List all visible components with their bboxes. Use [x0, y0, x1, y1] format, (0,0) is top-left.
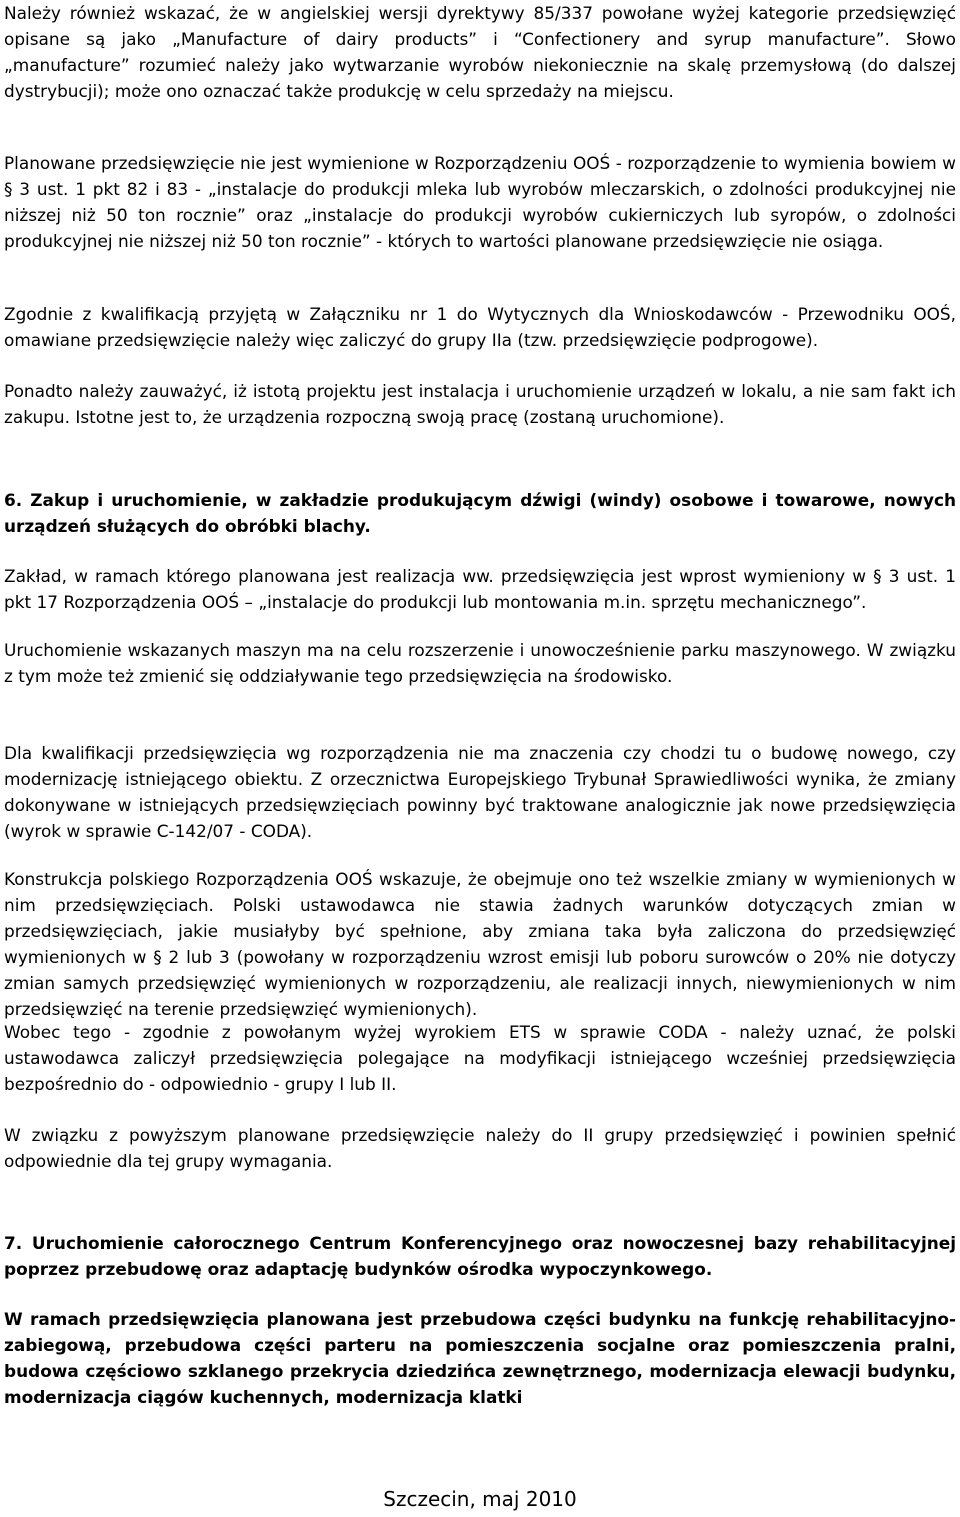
paragraph-polish-regulation: Konstrukcja polskiego Rozporządzenia OOŚ wskazuje, że obejmuje ono też wszelkie zmiany w wymienionych w nim przedsięwzięciach. Polski ustawodawca nie stawia żadnych warunków dotyczących zmian w przedsięwzięciach, jakie musiałyby być spełnione, aby zmiana taka była zaliczona do przedsięwzięć wymienionych w § 2 lub 3 (powołany w rozporządzeniu wzrost emisji lub poboru surowców o 20% nie dotyczy zmian samych przedsięwzięć wymienionych w rozporządzeniu, ale realizacji innych, niewymienionych w nim przedsięwzięć na terenie przedsięwzięć wymienionych). [4, 869, 956, 1019]
paragraph-installation-note: Ponadto należy zauważyć, iż istotą projektu jest instalacja i uruchomienie urządzeń w lokalu, a nie sam fakt ich zakupu. Istotne jest to, że urządzenia rozpoczną swoją pracę (zostaną uruchomione). [4, 381, 956, 427]
paragraph-coda-ruling: Wobec tego - zgodnie z powołanym wyżej wyrokiem ETS w sprawie CODA - należy uznać, że polski ustawodawca zaliczył przedsięwzięcia polegające na modyfikacji istniejącego wcześniej przedsięwzięcia bezpośrednio do - odpowiednio - grupy I lub II. [4, 1022, 956, 1094]
paragraph-machines-purpose: Uruchomienie wskazanych maszyn ma na celu rozszerzenie i unowocześnienie parku maszynowego. W związku z tym może też zmienić się oddziaływanie tego przedsięwzięcia na środowisko. [4, 640, 956, 686]
paragraph-section-7-scope: W ramach przedsięwzięcia planowana jest przebudowa części budynku na funkcję rehabilitacyjno-zabiegową, przebudowa części parteru na pomieszczenia socjalne oraz pomieszczenia pralni, budowa częściowo szklanego przekrycia dziedzińca zewnętrznego, modernizacja elewacji budynku, modernizacja ciągów kuchennych, modernizacja klatki [4, 1309, 956, 1407]
heading-section-7: 7. Uruchomienie całorocznego Centrum Konferencyjnego oraz nowoczesnej bazy rehabilitacyjnej poprzez przebudowę oraz adaptację budynków ośrodka wypoczynkowego. [4, 1233, 956, 1279]
paragraph-regulation-not-listed: Planowane przedsięwzięcie nie jest wymienione w Rozporządzeniu OOŚ - rozporządzenie to wymienia bowiem w § 3 ust. 1 pkt 82 i 83 - „instalacje do produkcji mleka lub wyrobów mleczarskich, o zdolności produkcyjnej nie niższej niż 50 ton rocznie” oraz „instalacje do produkcji wyrobów cukierniczych lub syropów, o zdolności produkcyjnej nie niższej niż 50 ton rocznie” - których to wartości planowane przedsięwzięcie nie osiąga. [4, 153, 956, 251]
paragraph-group-ii: W związku z powyższym planowane przedsięwzięcie należy do II grupy przedsięwzięć i powinien spełnić odpowiednie dla tej grupy wymagania. [4, 1125, 956, 1171]
paragraph-modernization: Dla kwalifikacji przedsięwzięcia wg rozporządzenia nie ma znaczenia czy chodzi tu o budowę nowego, czy modernizację istniejącego obiektu. Z orzecznictwa Europejskiego Trybunał Sprawiedliwości wynika, że zmiany dokonywane w istniejących przedsięwzięciach powinny być traktowane analogicznie jak nowe przedsięwzięcia (wyrok w sprawie C-142/07 - CODA). [4, 743, 956, 841]
paragraph-section-6-regulation: Zakład, w ramach którego planowana jest realizacja ww. przedsięwzięcia jest wprost wymieniony w § 3 ust. 1 pkt 17 Rozporządzenia OOŚ – „instalacje do produkcji lub montowania m.in. sprzętu mechanicznego”. [4, 566, 956, 612]
heading-section-6: 6. Zakup i uruchomienie, w zakładzie produkującym dźwigi (windy) osobowe i towarowe, nowych urządzeń służących do obróbki blachy. [4, 490, 956, 536]
paragraph-qualification-iia: Zgodnie z kwalifikacją przyjętą w Załączniku nr 1 do Wytycznych dla Wnioskodawców - Przewodniku OOŚ, omawiane przedsięwzięcie należy więc zaliczyć do grupy IIa (tzw. przedsięwzięcie podprogowe). [4, 304, 956, 350]
paragraph-dairy-definition: Należy również wskazać, że w angielskiej wersji dyrektywy 85/337 powołane wyżej kategorie przedsięwzięć opisane są jako „Manufacture of dairy products” i “Confectionery and syrup manufacture”. Słowo „manufacture” rozumieć należy jako wytwarzanie wyrobów niekoniecznie na skalę przemysłową (do dalszej dystrybucji); może ono oznaczać także produkcję w celu sprzedaży na miejscu. [4, 3, 956, 101]
page-footer: Szczecin, maj 2010 [383, 1487, 577, 1511]
